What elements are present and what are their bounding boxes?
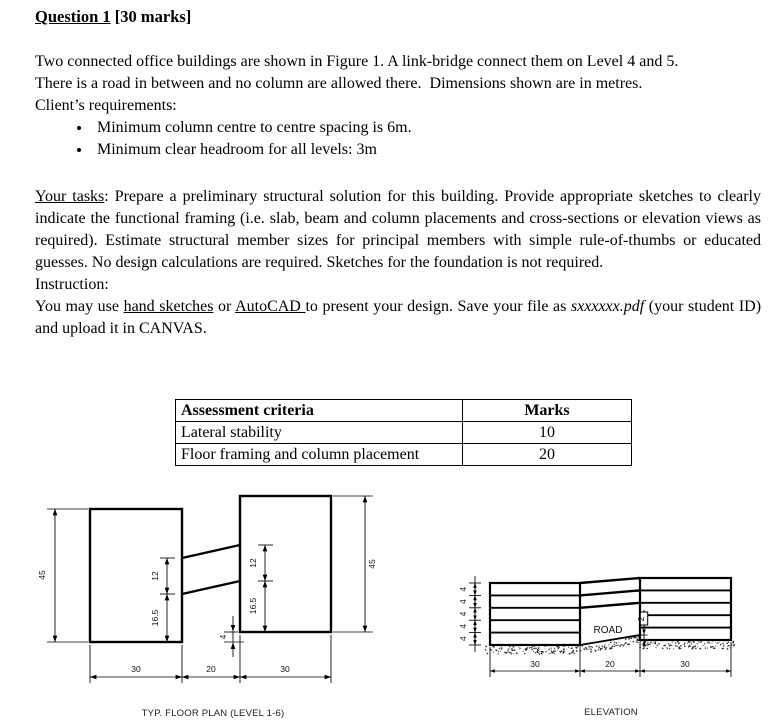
dim-label-edge-offset: 16.5 <box>248 597 258 615</box>
dim-label-width: 30 <box>680 659 690 669</box>
question-text-block <box>35 6 761 340</box>
table-row <box>176 444 632 466</box>
intro-paragraph: Two connected office buildings are shown in Figure 1. A link-bridge connect them on Level 4 and 5. There is a road in between and no column are allowed there. Dimensions shown are in metres. <box>35 53 679 92</box>
link-bridge-elevation <box>580 603 640 608</box>
dim-label-storey: 4 <box>458 599 468 604</box>
requirement-item: • Minimum clear headroom for all levels: 3m <box>92 139 761 161</box>
dim-label-width: 30 <box>280 664 290 674</box>
dim-label-building-offset: 4 <box>218 634 228 640</box>
requirement-item: • Minimum column centre to centre spacing is 6m. <box>92 117 761 139</box>
elevation-drawing <box>445 543 783 728</box>
dim-label-storey: 4 <box>458 636 468 642</box>
dim-label-storey: 4 <box>458 624 468 629</box>
dim-label-right-height: 45 <box>367 559 377 569</box>
link-bridge-edge <box>182 545 240 558</box>
road-label: ROAD <box>593 625 623 636</box>
requirements-list <box>35 117 761 161</box>
dim-label-base-offset: 2 <box>636 616 646 622</box>
link-bridge-elevation <box>580 578 640 583</box>
road-surface <box>580 635 640 645</box>
link-bridge-edge <box>182 581 240 594</box>
header-marks: Marks <box>463 400 632 422</box>
right-building-elevation <box>640 578 731 640</box>
marks-cell: 20 <box>463 444 632 466</box>
assessment-table <box>175 399 632 466</box>
tasks-paragraph: Your tasks: Prepare a preliminary structural solution for this building. Provide appropriate sketches to clearly indicate the functional framing (i.e. slab, beam and column placements and cross-sections or elevation views as required). Estimate structural member sizes for principal members with simple rule-of-thumbs or educated guesses. No design calculations are required. Sketches for the foundation is not required. <box>35 188 761 271</box>
table-row <box>176 422 632 444</box>
criteria-cell: Lateral stability <box>176 422 463 444</box>
client-requirements-label: Client’s requirements: <box>35 97 177 114</box>
dim-label-bridge-width: 12 <box>150 571 160 581</box>
instruction-label: Instruction: <box>35 276 109 293</box>
dim-label-storey: 4 <box>458 586 468 592</box>
header-assessment-criteria: Assessment criteria <box>176 400 463 422</box>
link-bridge-elevation <box>580 590 640 595</box>
left-building-plan <box>90 509 182 642</box>
dim-label-gap: 20 <box>605 659 615 669</box>
floor-plan-drawing <box>25 482 395 728</box>
dim-label-storey: 4 <box>458 611 468 617</box>
dim-label-left-height: 45 <box>37 570 47 580</box>
dim-label-width: 30 <box>530 659 540 669</box>
dim-label-gap: 20 <box>206 664 216 674</box>
elevation-caption: ELEVATION <box>584 707 638 718</box>
table-header-row <box>176 400 632 422</box>
floor-plan-caption: TYP. FLOOR PLAN (LEVEL 1-6) <box>141 708 285 719</box>
dim-label-bridge-width: 12 <box>248 558 258 568</box>
criteria-cell: Floor framing and column placement <box>176 444 463 466</box>
dim-label-width: 30 <box>131 664 141 674</box>
left-building-elevation <box>490 583 580 645</box>
instruction-paragraph: You may use hand sketches or AutoCAD to present your design. Save your file as sxxxxxx.pdf (your student ID) and upload it in CANVAS. <box>35 298 762 337</box>
question-heading: Question 1 [30 marks] <box>35 7 192 26</box>
marks-cell: 10 <box>463 422 632 444</box>
dim-label-edge-offset: 16.5 <box>150 609 160 627</box>
